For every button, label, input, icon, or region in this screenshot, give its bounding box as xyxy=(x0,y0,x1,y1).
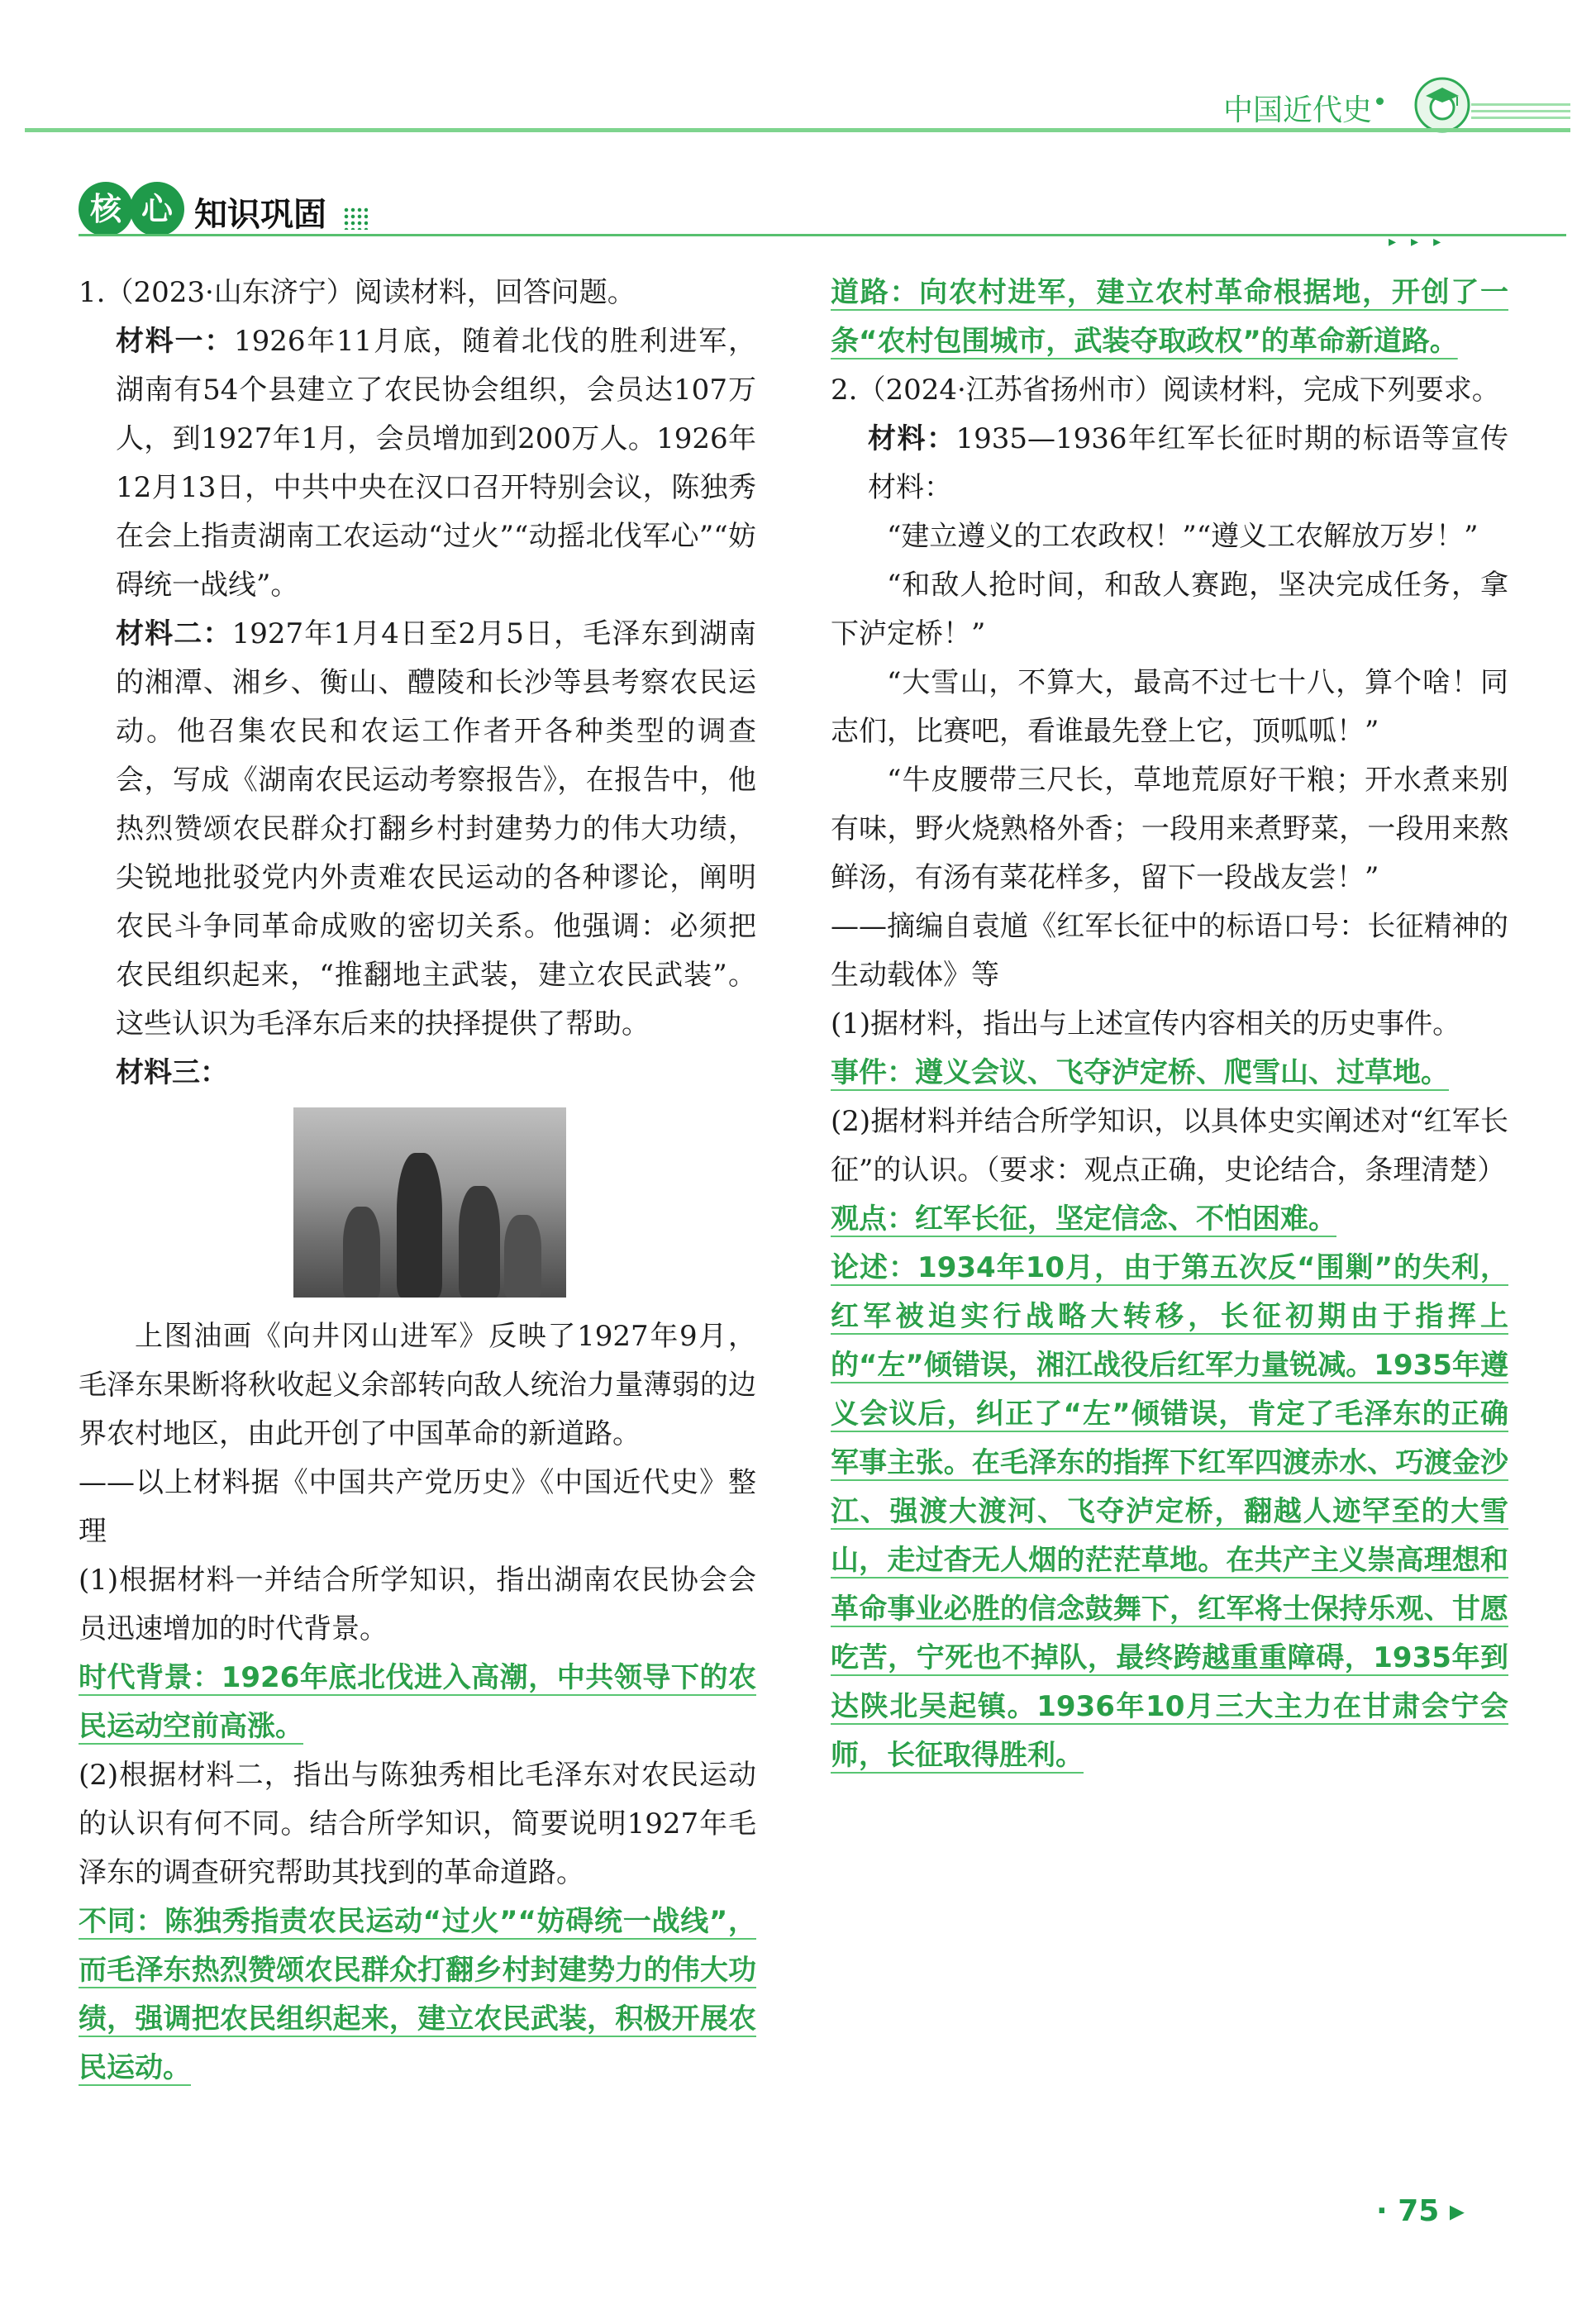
q1-answer-1: 时代背景：1926年底北伐进入高潮，中共领导下的农民运动空前高涨。 xyxy=(79,1661,756,1743)
q1-material-1: 材料一：1926年11月底，随着北伐的胜利进军，湖南有54个县建立了农民协会组织，会员达107万人，到1927年1月，会员增加到200万人。1926年12月13日，中共中央在汉口召开特别会议，陈独秀在会上指责湖南工农运动“过火”“动摇北伐军心”“妨碍统一战线”。 xyxy=(116,325,757,602)
q2-material: 材料：1935—1936年红军长征时期的标语等宣传材料： xyxy=(868,422,1509,504)
q1-answer-2a: 不同：陈独秀指责农民运动“过火”“妨碍统一战线”，而毛泽东热烈赞颂农民群众打翻乡村封建势力的伟大功绩，强调把农民组织起来，建立农民武装，积极开展农民运动。 xyxy=(79,1905,756,2084)
banner-rule xyxy=(79,234,1566,236)
banner-title: 知识巩固 xyxy=(194,196,326,234)
left-column xyxy=(79,269,756,2093)
right-column xyxy=(831,269,1508,1780)
q1-sub1: (1)根据材料一并结合所学知识，指出湖南农民协会会员迅速增加的时代背景。 xyxy=(79,1564,756,1645)
header-lines xyxy=(1471,103,1570,123)
q2-answer-1: 事件：遵义会议、飞夺泸定桥、爬雪山、过草地。 xyxy=(831,1056,1449,1089)
header-title: 中国近代史 xyxy=(1223,93,1373,127)
q2-slogan-4: “牛皮腰带三尺长，草地荒原好干粮；开水煮来别有味，野火烧熟格外香；一段用来煮野菜，一段用来熬鲜汤，有汤有菜花样多，留下一段战友尝！” xyxy=(831,764,1508,894)
q1-caption: 上图油画《向井冈山进军》反映了1927年9月，毛泽东果断将秋收起义余部转向敌人统治力量薄弱的边界农村地区，由此开创了中国革命的新道路。 xyxy=(79,1320,756,1450)
q2-answer-2a: 观点：红军长征，坚定信念、不怕困难。 xyxy=(831,1202,1336,1236)
banner-dots-icon xyxy=(343,207,368,230)
header-rule xyxy=(25,128,1570,132)
q1-stem: 1.（2023·山东济宁）阅读材料，回答问题。 xyxy=(79,276,636,309)
banner-circle-2: 心 xyxy=(130,182,184,236)
banner-arrows-icon: ▸▸▸ xyxy=(1389,233,1456,250)
q1-source: ——以上材料据《中国共产党历史》《中国近代史》整理 xyxy=(79,1466,756,1548)
q2-sub1: (1)据材料，指出与上述宣传内容相关的历史事件。 xyxy=(831,1007,1461,1040)
q1-sub2: (2)根据材料二，指出与陈独秀相比毛泽东对农民运动的认识有何不同。结合所学知识，简要说明1927年毛泽东的调查研究帮助其找到的革命道路。 xyxy=(79,1759,756,1889)
q1-answer-2b: 道路：向农村进军，建立农村革命根据地，开创了一条“农村包围城市，武装夺取政权”的革命新道路。 xyxy=(831,276,1508,358)
q2-slogan-1: “建立遵义的工农政权！”“遵义工农解放万岁！” xyxy=(887,520,1479,553)
banner-circle-1: 核 xyxy=(79,182,133,236)
q2-slogan-3: “大雪山，不算大，最高不过七十八，算个啥！同志们，比赛吧，看谁最先登上它，顶呱呱！” xyxy=(831,666,1508,748)
q2-stem: 2.（2024·江苏省扬州市）阅读材料，完成下列要求。 xyxy=(831,374,1500,407)
student-avatar-icon xyxy=(1413,76,1471,134)
page-number: · 75 ▸ xyxy=(1376,2194,1465,2228)
q1-material-2: 材料二：1927年1月4日至2月5日，毛泽东到湖南的湘潭、湘乡、衡山、醴陵和长沙等县考察农民运动。他召集农民和农运工作者开各种类型的调查会，写成《湖南农民运动考察报告》，在报告中，他热烈赞颂农民群众打翻乡村封建势力的伟大功绩，尖锐地批驳党内外责难农民运动的各种谬论，阐明农民斗争同革命成败的密切关系。他强调：必须把农民组织起来，“推翻地主武装，建立农民武装”。这些认识为毛泽东后来的抉择提供了帮助。 xyxy=(116,617,756,1040)
header-dot xyxy=(1376,98,1384,105)
q2-source: ——摘编自袁馗《红军长征中的标语口号：长征精神的生动载体》等 xyxy=(831,910,1508,992)
oil-painting-image xyxy=(293,1107,566,1298)
q1-material-3-label: 材料三： xyxy=(116,1056,228,1089)
q2-answer-2b: 论述：1934年10月，由于第五次反“围剿”的失利，红军被迫实行战略大转移，长征初期由于指挥上的“左”倾错误，湘江战役后红军力量锐减。1935年遵义会议后，纠正了“左”倾错误，肯定了毛泽东的正确军事主张。在毛泽东的指挥下红军四渡赤水、巧渡金沙江、强渡大渡河、飞夺泸定桥，翻越人迹罕至的大雪山，走过杳无人烟的茫茫草地。在共产主义崇高理想和革命事业必胜的信念鼓舞下，红军将士保持乐观、甘愿吃苦，宁死也不掉队，最终跨越重重障碍，1935年到达陕北吴起镇。1936年10月三大主力在甘肃会宁会师，长征取得胜利。 xyxy=(831,1251,1508,1772)
q2-sub2: (2)据材料并结合所学知识，以具体史实阐述对“红军长征”的认识。（要求：观点正确，史论结合，条理清楚） xyxy=(831,1105,1508,1187)
q2-slogan-2: “和敌人抢时间，和敌人赛跑，坚决完成任务，拿下泸定桥！” xyxy=(831,569,1508,650)
